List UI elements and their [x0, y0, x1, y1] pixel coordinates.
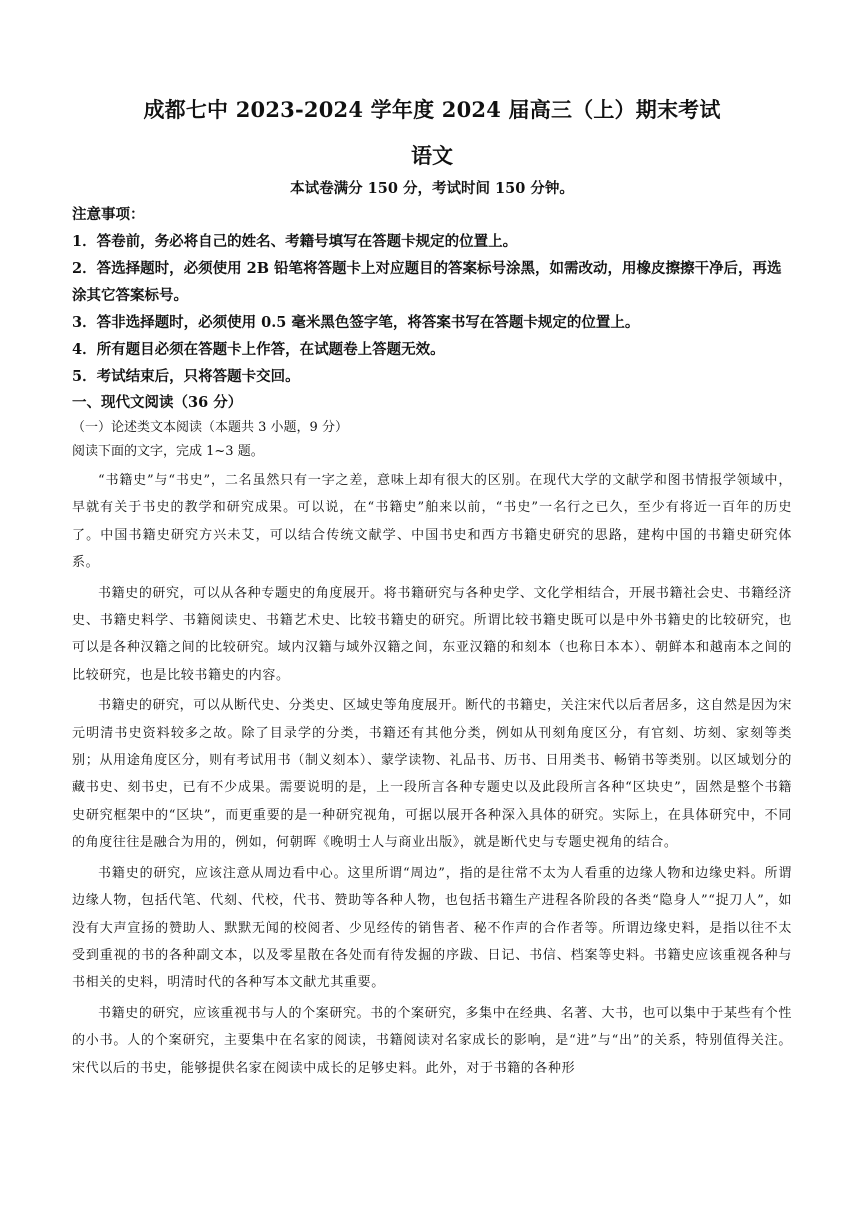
- reading-instruction: 阅读下面的文字，完成 1~3 题。: [72, 444, 264, 459]
- section-subheading: （一）论述类文本阅读（本题共 3 小题，9 分）: [72, 420, 348, 435]
- passage-paragraph-4: 书籍史的研究，应该注意从周边看中心。这里所谓“周边”，指的是往常不太为人看重的边缘人物和边缘史料。所谓边缘人物，包括代笔、代刻、代校，代书、赞助等各种人物，也包括书籍生产进程各阶段的各类“隐身人”“捉刀人”，如没有大声宣扬的赞助人、默默无闻的校阅者、少见经传的销售者、秘不作声的合作者等。所谓边缘史料，是指以往不太受到重视的书的各种副文本，以及零星散在各处而有待发掘的序跋、日记、书信、档案等史料。书籍史应该重视各种与书相关的史料，明清时代的各种写本文献尤其重要。: [72, 865, 792, 991]
- reading-section: [72, 390, 792, 1082]
- notice-item-5: 5．考试结束后，只将答题卡交回。: [72, 368, 300, 385]
- section-heading: 一、现代文阅读（36 分）: [72, 394, 243, 411]
- passage-paragraph-5: 书籍史的研究，应该重视书与人的个案研究。书的个案研究，多集中在经典、名著、大书，也可以集中于某些有个性的小书。人的个案研究，主要集中在名家的阅读，书籍阅读对名家成长的影响，是“进”与“出”的关系，特别值得关注。宋代以后的书史，能够提供名家在阅读中成长的足够史料。此外，对于书籍的各种形: [72, 1005, 792, 1076]
- exam-title: 成都七中 2023-2024 学年度 2024 届高三（上）期末考试: [143, 97, 721, 122]
- subject-title: 语文: [411, 143, 453, 168]
- passage-paragraph-3: 书籍史的研究，可以从断代史、分类史、区域史等角度展开。断代的书籍史，关注宋代以后者居多，这自然是因为宋元明清书史资料较多之故。除了目录学的分类，书籍还有其他分类，例如从刊刻角度区分，有官刻、坊刻、家刻等类别；从用途角度区分，则有考试用书（制义刻本）、蒙学读物、礼品书、历书、日用类书、畅销书等类别。以区域划分的藏书史、刻书史，已有不少成果。需要说明的是，上一段所言各种专题史以及此段所言各种“区块史”，固然是整个书籍史研究框架中的“区块”，而更重要的是一种研究视角，可据以展开各种深入具体的研究。实际上，在具体研究中，不同的角度往往是融合为用的，例如，何朝晖《晚明士人与商业出版》，就是断代史与专题史视角的结合。: [72, 698, 792, 851]
- notice-section: [72, 202, 792, 390]
- notice-item-3: 3．答非选择题时，必须使用 0.5 毫米黑色签字笔，将答案书写在答题卡规定的位置上。: [72, 314, 640, 331]
- exam-page: [72, 96, 792, 1082]
- passage-paragraph-2: 书籍史的研究，可以从各种专题史的角度展开。将书籍研究与各种史学、文化学相结合，开展书籍社会史、书籍经济史、书籍史料学、书籍阅读史、书籍艺术史、比较书籍史的研究。所谓比较书籍史既可以是中外书籍史的比较研究，也可以是各种汉籍之间的比较研究。域内汉籍与域外汉籍之间，东亚汉籍的和刻本（也称日本本）、朝鲜本和越南本之间的比较研究，也是比较书籍史的内容。: [72, 585, 792, 683]
- score-time-line: 本试卷满分 150 分，考试时间 150 分钟。: [290, 180, 574, 197]
- notice-item-4: 4．所有题目必须在答题卡上作答，在试题卷上答题无效。: [72, 341, 445, 358]
- notice-item-1: 1．答卷前，务必将自己的姓名、考籍号填写在答题卡规定的位置上。: [72, 233, 518, 250]
- notice-heading: 注意事项：: [72, 206, 145, 223]
- notice-item-2: 2．答选择题时，必须使用 2B 铅笔将答题卡上对应题目的答案标号涂黑，如需改动，用橡皮擦擦干净后，再选涂其它答案标号。: [72, 260, 782, 304]
- passage-paragraph-1: “书籍史”与“书史”，二名虽然只有一字之差，意味上却有很大的区别。在现代大学的文献学和图书情报学领域中，早就有关于书史的教学和研究成果。可以说，在“书籍史”舶来以前，“书史”一名行之已久，至少有将近一百年的历史了。中国书籍史研究方兴未艾，可以结合传统文献学、中国书史和西方书籍史研究的思路，建构中国的书籍史研究体系。: [72, 473, 792, 571]
